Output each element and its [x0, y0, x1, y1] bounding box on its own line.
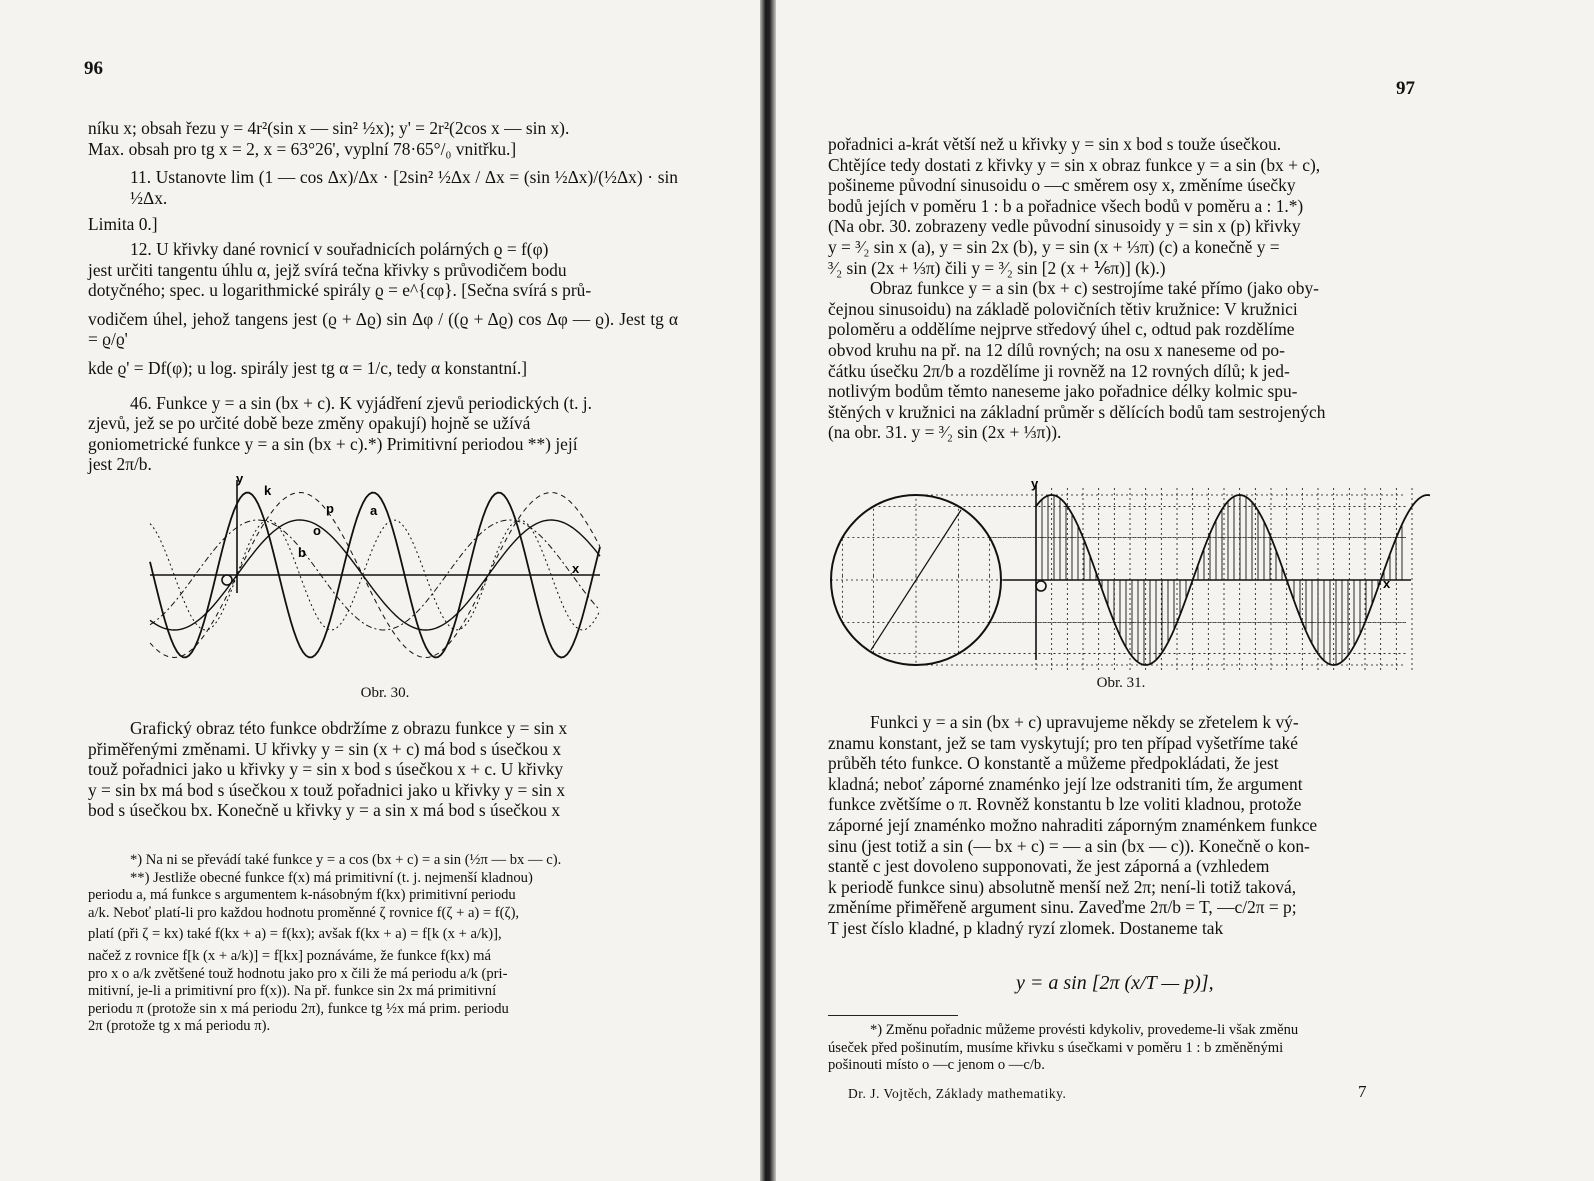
- text-line: stantě c jest dovoleno supponovati, že jest záporná a (vzhledem: [828, 856, 1270, 877]
- footnote-line: úseček před pošinutím, musíme křivku s úsečkami v poměru 1 : b změněnými: [828, 1039, 1284, 1056]
- left-text-top: [88, 118, 678, 475]
- footnote-line: a/k. Neboť platí-li pro každou hodnotu proměnné ζ rovnice f(ζ + a) = f(ζ),: [88, 904, 520, 921]
- label-b: b: [298, 545, 306, 560]
- left-text-bottom: [88, 718, 678, 821]
- label-x: x: [572, 561, 580, 576]
- text-line: jest určiti tangentu úhlu α, jejž svírá tečna křivky s průvodičem bodu: [88, 259, 567, 280]
- text-line: štěných v kružnici na základní průměr s dělících bodů tam sestrojených: [828, 401, 1326, 422]
- footnote-line: platí (při ζ = kx) také f(kx + a) = f(kx); avšak f(kx + a) = f[k (x + a/k)],: [88, 926, 502, 943]
- text-line: 12. U křivky dané rovnicí v souřadnicích polárných ϱ = f(φ): [130, 238, 549, 259]
- text-line: níku x; obsah řezu y = 4r²(sin x — sin² ½x); y' = 2r²(2cos x — sin x).: [88, 118, 570, 138]
- footnote-line: periodu π (protože sin x má periodu 2π), funkce tg ½x má prim. periodu: [88, 1000, 509, 1017]
- text-line: změníme přiměřeně argument sinu. Zaveďme 2π/b = T, —c/2π = p;: [828, 897, 1297, 918]
- text-line: bodů jejích v poměru 1 : b a pořadnice všech bodů v poměru a : 1.*): [828, 195, 1304, 216]
- label-o: o: [313, 523, 321, 538]
- figure-30-caption: Obr. 30.: [360, 685, 410, 701]
- left-page: [0, 0, 760, 1181]
- text-line: Limita 0.]: [88, 214, 158, 235]
- label-k: k: [264, 483, 272, 498]
- text-line: (Na obr. 30. zobrazeny vedle původní sinusoidy y = sin x (p) křivky: [828, 216, 1301, 237]
- text-line: zjevů, jež se po určité době beze změny opakují) hojně se užívá: [88, 413, 531, 434]
- text-line: T jest číslo kladné, p kladný ryzí zlomek. Dostaneme tak: [828, 917, 1224, 938]
- text-line: goniometrické funkce y = a sin (bx + c).*) Primitivní periodou **) její: [88, 433, 578, 454]
- text-line: záporné její znaménko možno nahraditi záporným znaménkem funkce: [828, 814, 1318, 835]
- figure-31: [831, 476, 1471, 680]
- text-line: dotyčného; spec. u logarithmické spirály ϱ = e^{cφ}. [Sečna svírá s prů-: [88, 280, 592, 301]
- footnote-line: periodu a, má funkce s argumentem k-násobným f(kx) primitivní periodu: [88, 887, 516, 904]
- text-line: kde ϱ' = Df(φ); u log. spirály jest tg α = 1/c, tedy α konstantní.]: [88, 357, 528, 378]
- label-y: y: [236, 471, 244, 486]
- origin-marker: [222, 575, 232, 585]
- text-line: sinu (jest totiž a sin (— bx + c) = — a sin (bx — c)). Konečně o kon-: [828, 835, 1310, 856]
- text-line: kladná; neboť záporné znaménko její lze odstraniti tím, že argument: [828, 773, 1303, 794]
- label-p: p: [326, 501, 334, 516]
- text-line: bod s úsečkou bx. Konečně u křivky y = a sin x má bod s úsečkou x: [88, 800, 561, 821]
- section-heading: 46. Funkce y = a sin (bx + c). K vyjádření zjevů periodických (t. j.: [130, 392, 592, 413]
- text-line: pořadnici a-krát větší než u křivky y = sin x bod s touže úsečkou.: [828, 134, 1282, 154]
- footnote-line: **) Jestliže obecné funkce f(x) má primitivní (t. j. nejmenší kladnou): [130, 869, 533, 886]
- text-line: y = ³⁄₂ sin x (a), y = sin 2x (b), y = sin (x + ⅓π) (c) a konečně y =: [828, 236, 1280, 257]
- text-line: vodičem úhel, jehož tangens jest (ϱ + Δϱ) sin Δφ / ((ϱ + Δϱ) cos Δφ — ϱ). Jest tg α = ϱ/ϱ': [88, 308, 678, 350]
- footnote-line: 2π (protože tg x má periodu π).: [88, 1018, 271, 1035]
- text-line: čejnou sinusoidu) na základě polovičních tětiv kružnice: V kružnici: [828, 298, 1298, 319]
- figure-31-caption: Obr. 31.: [1096, 675, 1146, 691]
- text-line: notlivým bodům těmto naneseme jako pořadnice délky kolmic spu-: [828, 381, 1298, 402]
- text-line: obvod kruhu na př. na 12 dílů rovných; na osu x naneseme od po-: [828, 339, 1285, 360]
- right-text-bottom: [828, 712, 1418, 939]
- footnote-line: *) Změnu pořadnic můžeme provésti kdykoliv, provedeme-li však změnu: [870, 1022, 1299, 1038]
- text-line: y = sin bx má bod s úsečkou x touž pořadnici jako u křivky y = sin x: [88, 779, 566, 800]
- text-line: Funkci y = a sin (bx + c) upravujeme někdy se zřetelem k vý-: [870, 712, 1299, 732]
- left-footnotes: [88, 852, 678, 1036]
- footnote-line: pro x o a/k zvětšené touž hodnotu jako pro x čili že má periodu a/k (pri-: [88, 965, 508, 982]
- text-line: Grafický obraz této funkce obdržíme z obrazu funkce y = sin x: [130, 718, 568, 738]
- text-line: průběh této funkce. O konstantě a můžeme předpokládati, že jest: [828, 753, 1279, 774]
- text-line: ³⁄₂ sin (2x + ⅓π) čili y = ³⁄₂ sin [2 (x + ⅙π)] (k).): [828, 257, 1166, 278]
- text-line: Max. obsah pro tg x = 2, x = 63°26', vyplní 78·65°/₀ vnitřku.]: [88, 138, 517, 159]
- text-line: přiměřenými změnami. U křivky y = sin (x + c) má bod s úsečkou x: [88, 738, 562, 759]
- text-line: touž pořadnici jako u křivky y = sin x bod s úsečkou x + c. U křivky: [88, 759, 564, 780]
- signature-mark: 7: [1358, 1082, 1367, 1101]
- page-number-right: 97: [1396, 78, 1415, 99]
- right-page: [776, 0, 1594, 1181]
- text-line: (na obr. 31. y = ³⁄₂ sin (2x + ⅓π)).: [828, 422, 1062, 443]
- text-line: poloměru a oddělíme nejprve středový úhel c, odtud pak rozdělíme: [828, 319, 1295, 340]
- text-line: k periodě funkce sinu) absolutně menší než 2π; není-li totiž taková,: [828, 876, 1297, 897]
- footnote-line: načež z rovnice f[k (x + a/k)] = f[kx] poznáváme, že funkce f(kx) má: [88, 947, 491, 964]
- text-line: Obraz funkce y = a sin (bx + c) sestrojíme také přímo (jako oby-: [870, 278, 1319, 299]
- imprint-line: Dr. J. Vojtěch, Základy mathematiky.: [848, 1086, 1067, 1101]
- origin-marker: [1036, 581, 1046, 591]
- book-gutter: [760, 0, 776, 1181]
- right-text-top: [828, 134, 1418, 443]
- footnote-line: pošinouti místo o —c jenom o —c/b.: [828, 1057, 1045, 1074]
- right-footnotes: [828, 1022, 1418, 1075]
- text-line: jest 2π/b.: [88, 454, 152, 475]
- text-line: 11. Ustanovte lim (1 — cos Δx)/Δx · [2sin² ½Δx / Δx = (sin ½Δx)/(½Δx) · sin ½Δx.: [130, 167, 678, 208]
- footnote-line: mitivní, je-li a primitivní pro f(x)). Na př. funkce sin 2x má primitivní: [88, 983, 497, 1000]
- page-number-left: 96: [84, 58, 103, 79]
- label-a: a: [370, 503, 378, 518]
- text-line: čátku úsečku 2π/b a rozdělíme ji rovněž na 12 rovných dílů; k jed-: [828, 360, 1290, 381]
- footnote-line: *) Na ni se převádí také funkce y = a cos (bx + c) = a sin (½π — bx — c).: [130, 852, 562, 868]
- label-x: x: [1383, 576, 1391, 591]
- label-y: y: [1031, 476, 1039, 491]
- text-line: pošineme původní sinusoidu o —c směrem osy x, změníme úsečky: [828, 175, 1296, 196]
- footnote-rule: [828, 1015, 958, 1016]
- text-line: funkce zvětšíme o π. Rovněž konstantu b lze voliti kladnou, protože: [828, 794, 1302, 815]
- text-line: znamu konstant, jež se tam vyskytují; pro ten případ vyšetříme také: [828, 732, 1298, 753]
- text-line: Chtějíce tedy dostati z křivky y = sin x obraz funkce y = a sin (bx + c),: [828, 154, 1321, 175]
- figure-30: [150, 471, 610, 675]
- main-equation: y = a sin [2π (x/T — p)],: [1016, 972, 1214, 994]
